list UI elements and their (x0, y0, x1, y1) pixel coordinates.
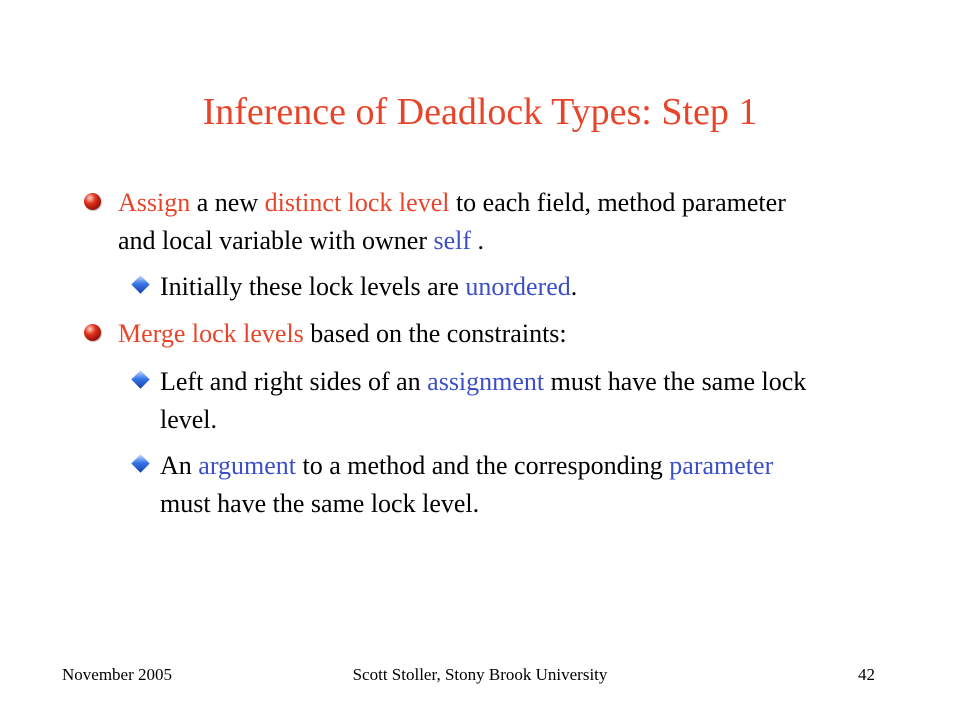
sub-bullet-assignment (160, 363, 810, 439)
blue-diamond-bullet-icon (131, 370, 149, 388)
red-sphere-bullet-icon (84, 324, 101, 341)
text: . (471, 226, 485, 255)
text: must have the same lock level. (160, 489, 480, 518)
text-distinct-lock-level: distinct lock level (264, 188, 450, 217)
text: Initially these lock levels are (160, 272, 466, 301)
slide-title: Inference of Deadlock Types: Step 1 (202, 91, 758, 133)
bullet-assign (118, 184, 818, 260)
text-self: self (433, 226, 472, 255)
text-assignment: assignment (427, 367, 545, 396)
text-merge-lock-levels: Merge lock levels (118, 319, 304, 348)
text: to a method and the corresponding (296, 451, 670, 480)
bullet-merge (118, 315, 818, 353)
text: . (570, 272, 578, 301)
sub-bullet-unordered (160, 268, 810, 306)
text: An (160, 451, 199, 480)
red-sphere-bullet-icon (84, 193, 101, 210)
text-argument: argument (198, 451, 296, 480)
blue-diamond-bullet-icon (131, 275, 149, 293)
text: based on the constraints: (303, 319, 567, 348)
blue-diamond-bullet-icon (131, 454, 149, 472)
text: a new (190, 188, 265, 217)
sub-bullet-argument (160, 447, 810, 523)
footer-date: November 2005 (62, 665, 173, 684)
text-unordered: unordered (465, 272, 571, 301)
text-assign: Assign (118, 188, 191, 217)
text: to each field, method parameter and local variable with owner (118, 188, 786, 255)
text-parameter: parameter (669, 451, 774, 480)
text: Left and right sides of an (160, 367, 428, 396)
text: must have the same lock level. (160, 367, 807, 434)
footer-page-number: 42 (858, 665, 875, 684)
footer-author: Scott Stoller, Stony Brook University (352, 665, 608, 684)
